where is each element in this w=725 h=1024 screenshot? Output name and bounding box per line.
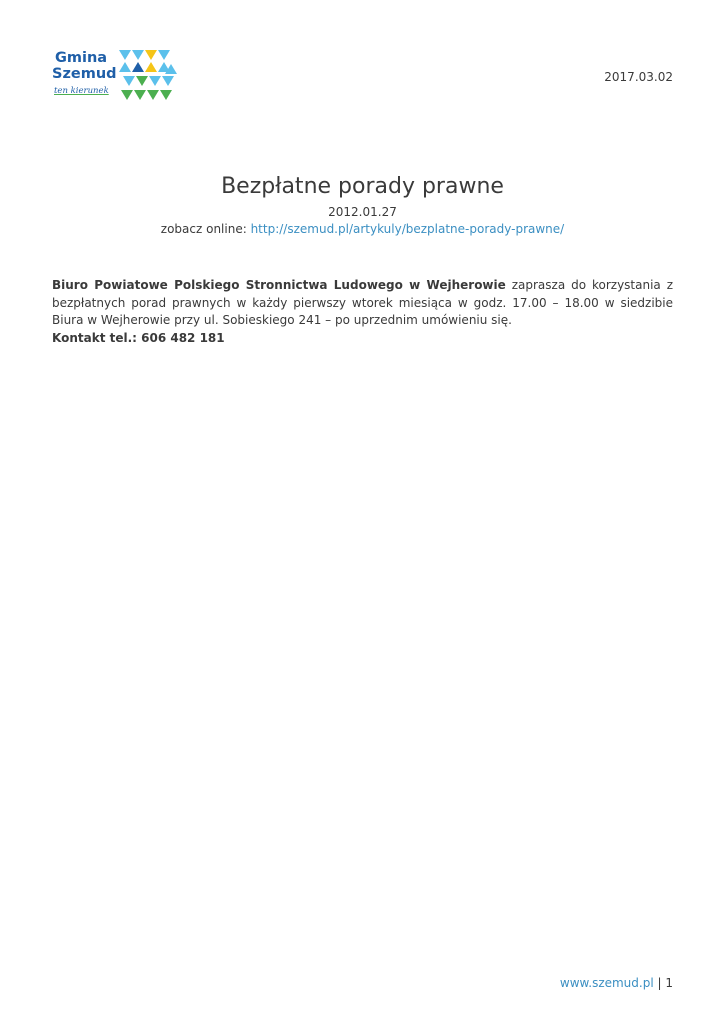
page-title: Bezpłatne porady prawne xyxy=(221,174,504,199)
body-bold-org: Biuro Powiatowe Polskiego Stronnictwa Ludowego w Wejherowie xyxy=(52,278,506,292)
page-number: 1 xyxy=(665,976,673,990)
contact-line: Kontakt tel.: 606 482 181 xyxy=(52,330,225,345)
article-url-link[interactable]: http://szemud.pl/artykuly/bezplatne-porady-prawne/ xyxy=(250,222,565,236)
article-body xyxy=(52,277,673,347)
logo-tagline: ten kierunek xyxy=(54,86,109,96)
article-date: 2012.01.27 xyxy=(328,205,397,219)
logo-text xyxy=(52,50,117,96)
article-header xyxy=(0,172,725,237)
gmina-szemud-logo xyxy=(52,50,182,106)
body-paragraph xyxy=(52,277,673,330)
logo-line-szemud: Szemud xyxy=(52,66,117,82)
triangles-logo-icon xyxy=(119,50,179,102)
logo-line-gmina: Gmina xyxy=(55,50,108,66)
online-link-row xyxy=(0,221,725,237)
footer-separator: | xyxy=(653,976,666,990)
header-date: 2017.03.02 xyxy=(604,70,673,84)
page-footer xyxy=(560,976,673,990)
footer-site-link[interactable]: www.szemud.pl xyxy=(559,976,654,990)
body-text: zaprasza do korzystania z bezpłatnych porad prawnych w każdy pierwszy wtorek miesiąca w godz. 17.00 – 18.00 w siedzibie Biura w Wejherowie przy ul. Sobieskiego 241 – po uprzednim umówieniu się. xyxy=(52,278,673,327)
online-label: zobacz online: xyxy=(160,222,247,236)
